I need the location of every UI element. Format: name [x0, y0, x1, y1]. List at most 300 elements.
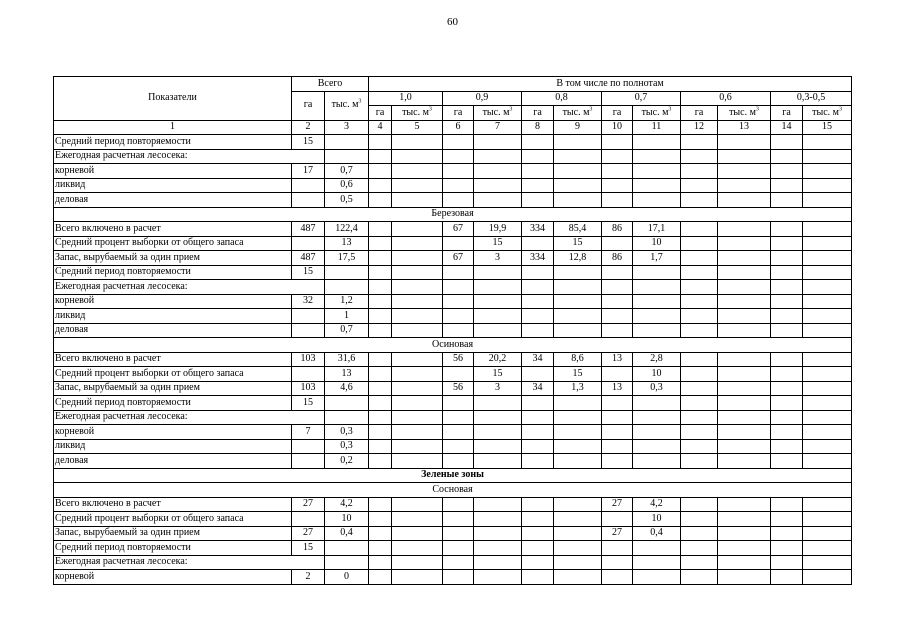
table-cell: 1 — [325, 309, 369, 324]
table-cell — [554, 135, 602, 150]
table-cell — [803, 410, 852, 425]
table-cell — [803, 555, 852, 570]
table-cell — [681, 541, 718, 556]
table-cell: 13 — [325, 367, 369, 382]
table-cell: 13 — [325, 236, 369, 251]
table-cell — [771, 381, 803, 396]
table-cell — [443, 149, 474, 164]
table-cell — [443, 570, 474, 585]
row-label: корневой — [54, 570, 292, 585]
table-cell — [602, 164, 633, 179]
table-cell — [803, 309, 852, 324]
table-row — [54, 541, 852, 556]
table-cell — [443, 555, 474, 570]
section-heading-row — [54, 468, 852, 483]
table-cell — [474, 294, 522, 309]
table-cell — [474, 439, 522, 454]
table-cell — [392, 309, 443, 324]
table-cell — [633, 309, 681, 324]
table-cell — [474, 323, 522, 338]
table-cell — [633, 439, 681, 454]
table-cell — [443, 178, 474, 193]
table-cell — [771, 149, 803, 164]
subheading-row — [54, 280, 852, 295]
table-cell: 32 — [292, 294, 325, 309]
table-cell — [522, 236, 554, 251]
table-cell: 15 — [554, 367, 602, 382]
table-cell — [681, 425, 718, 440]
table-cell — [474, 164, 522, 179]
table-cell: 2,8 — [633, 352, 681, 367]
table-cell: 0,3 — [325, 425, 369, 440]
table-cell — [369, 280, 392, 295]
table-cell: 56 — [443, 352, 474, 367]
table-row — [54, 352, 852, 367]
table-cell — [633, 541, 681, 556]
table-cell — [369, 497, 392, 512]
table-cell: 0,3 — [633, 381, 681, 396]
table-cell — [392, 236, 443, 251]
table-cell — [443, 425, 474, 440]
table-cell — [803, 149, 852, 164]
page-number: 60 — [447, 16, 458, 28]
table-cell: 0,7 — [325, 323, 369, 338]
table-cell — [554, 439, 602, 454]
table-cell — [771, 309, 803, 324]
column-number: 7 — [474, 120, 522, 135]
table-cell — [803, 323, 852, 338]
table-cell — [803, 135, 852, 150]
row-label: ликвид — [54, 439, 292, 454]
table-cell — [369, 396, 392, 411]
table-cell: 86 — [602, 222, 633, 237]
table-cell — [602, 396, 633, 411]
header-total-ha: га — [292, 91, 325, 120]
table-cell — [369, 367, 392, 382]
table-cell — [602, 425, 633, 440]
table-cell — [292, 236, 325, 251]
table-cell — [292, 178, 325, 193]
table-cell — [369, 193, 392, 208]
table-cell — [554, 454, 602, 469]
table-cell — [681, 555, 718, 570]
table-cell: 19,9 — [474, 222, 522, 237]
row-label: Запас, вырубаемый за один прием — [54, 381, 292, 396]
table-cell — [369, 294, 392, 309]
table-cell — [369, 410, 392, 425]
table-cell — [602, 541, 633, 556]
table-cell — [443, 236, 474, 251]
table-cell — [443, 526, 474, 541]
header-completeness: 0,6 — [681, 91, 771, 106]
table-cell — [443, 309, 474, 324]
table-cell — [369, 526, 392, 541]
table-row — [54, 193, 852, 208]
table-cell — [443, 410, 474, 425]
table-cell — [771, 497, 803, 512]
table-cell: 13 — [602, 352, 633, 367]
table-cell — [633, 149, 681, 164]
table-cell — [681, 410, 718, 425]
table-cell — [522, 555, 554, 570]
table-cell: 4,6 — [325, 381, 369, 396]
table-cell — [443, 454, 474, 469]
row-label: Ежегодная расчетная лесосека: — [54, 555, 325, 570]
table-row — [54, 265, 852, 280]
table-cell — [771, 280, 803, 295]
header-completeness: 0,3-0,5 — [771, 91, 852, 106]
row-label: корневой — [54, 294, 292, 309]
table-cell — [803, 178, 852, 193]
table-cell — [474, 193, 522, 208]
row-label: Запас, вырубаемый за один прием — [54, 251, 292, 266]
table-cell — [771, 439, 803, 454]
table-cell — [392, 280, 443, 295]
table-cell — [554, 570, 602, 585]
table-cell: 10 — [325, 512, 369, 527]
row-label: деловая — [54, 454, 292, 469]
table-cell — [292, 323, 325, 338]
table-cell: 15 — [292, 396, 325, 411]
table-row — [54, 294, 852, 309]
table-cell: 10 — [633, 236, 681, 251]
table-cell — [392, 164, 443, 179]
table-cell — [369, 135, 392, 150]
table-cell — [369, 570, 392, 585]
table-cell — [803, 251, 852, 266]
table-row — [54, 309, 852, 324]
table-cell — [602, 323, 633, 338]
table-cell — [681, 149, 718, 164]
header-ha: га — [681, 106, 718, 121]
table-cell — [718, 367, 771, 382]
table-cell — [803, 280, 852, 295]
table-cell — [443, 396, 474, 411]
table-cell — [718, 555, 771, 570]
table-cell — [718, 178, 771, 193]
table-cell — [681, 236, 718, 251]
table-row — [54, 439, 852, 454]
table-cell — [602, 367, 633, 382]
table-cell — [633, 294, 681, 309]
table-row — [54, 323, 852, 338]
table-cell — [681, 497, 718, 512]
column-number: 3 — [325, 120, 369, 135]
table-cell — [522, 135, 554, 150]
table-cell — [522, 280, 554, 295]
table-cell — [633, 265, 681, 280]
column-number: 10 — [602, 120, 633, 135]
table-cell — [633, 425, 681, 440]
table-row — [54, 135, 852, 150]
table-cell: 67 — [443, 222, 474, 237]
table-cell — [602, 410, 633, 425]
table-cell — [803, 512, 852, 527]
table-cell: 56 — [443, 381, 474, 396]
table-cell — [771, 425, 803, 440]
table-cell — [633, 570, 681, 585]
table-cell: 4,2 — [633, 497, 681, 512]
header-completeness: 0,7 — [602, 91, 681, 106]
table-row — [54, 236, 852, 251]
row-label: Средний процент выборки от общего запаса — [54, 512, 292, 527]
row-label: Всего включено в расчет — [54, 352, 292, 367]
table-cell — [522, 164, 554, 179]
header-volume: тыс. $м^3$ — [718, 106, 771, 121]
header-ha: га — [443, 106, 474, 121]
table-cell — [718, 193, 771, 208]
table-cell — [718, 236, 771, 251]
table-cell: 0,5 — [325, 193, 369, 208]
table-cell — [681, 164, 718, 179]
table-cell — [554, 410, 602, 425]
row-label: Средний период повторяемости — [54, 265, 292, 280]
table-cell — [602, 512, 633, 527]
table-cell: 334 — [522, 222, 554, 237]
table-cell — [522, 367, 554, 382]
column-number: 5 — [392, 120, 443, 135]
header-ha: га — [522, 106, 554, 121]
table-cell — [771, 396, 803, 411]
column-number: 13 — [718, 120, 771, 135]
table-cell — [369, 454, 392, 469]
table-cell — [803, 294, 852, 309]
table-cell — [803, 439, 852, 454]
table-cell: 3 — [474, 251, 522, 266]
table-cell — [681, 367, 718, 382]
table-cell — [718, 454, 771, 469]
table-cell — [602, 294, 633, 309]
table-cell — [292, 512, 325, 527]
table-cell — [602, 193, 633, 208]
table-cell — [369, 309, 392, 324]
table-cell: 1,2 — [325, 294, 369, 309]
table-cell — [681, 352, 718, 367]
table-cell — [474, 149, 522, 164]
table-cell: 103 — [292, 381, 325, 396]
table-cell — [292, 367, 325, 382]
table-cell — [325, 555, 369, 570]
table-cell — [771, 367, 803, 382]
table-cell — [718, 164, 771, 179]
header-completeness: 0,9 — [443, 91, 522, 106]
table-cell: 1,7 — [633, 251, 681, 266]
table-cell — [602, 439, 633, 454]
table-cell: 3 — [474, 381, 522, 396]
table-cell — [369, 323, 392, 338]
table-cell — [633, 396, 681, 411]
table-cell — [633, 280, 681, 295]
table-cell: 15 — [292, 135, 325, 150]
subheading-row — [54, 555, 852, 570]
table-cell — [803, 526, 852, 541]
table-cell: 15 — [292, 541, 325, 556]
table-cell — [443, 164, 474, 179]
table-row — [54, 425, 852, 440]
forest-data-table — [53, 76, 852, 585]
row-label: Запас, вырубаемый за один прием — [54, 526, 292, 541]
table-cell — [681, 135, 718, 150]
table-cell — [771, 265, 803, 280]
table-cell — [474, 135, 522, 150]
table-cell — [392, 193, 443, 208]
table-cell — [522, 570, 554, 585]
table-cell — [681, 280, 718, 295]
table-cell — [602, 280, 633, 295]
table-cell — [771, 526, 803, 541]
table-cell — [522, 323, 554, 338]
table-cell — [681, 526, 718, 541]
table-cell — [718, 309, 771, 324]
section-heading: Сосновая — [54, 483, 852, 498]
table-cell — [325, 265, 369, 280]
table-cell — [443, 497, 474, 512]
table-row — [54, 396, 852, 411]
table-cell — [718, 570, 771, 585]
header-by-completeness: В том числе по полнотам — [369, 77, 852, 92]
table-cell — [602, 555, 633, 570]
table-cell — [392, 570, 443, 585]
table-cell: 20,2 — [474, 352, 522, 367]
table-row — [54, 526, 852, 541]
section-heading-row — [54, 338, 852, 353]
table-cell — [369, 512, 392, 527]
table-cell — [718, 135, 771, 150]
table-cell — [771, 222, 803, 237]
table-cell — [554, 396, 602, 411]
table-cell — [392, 526, 443, 541]
table-cell — [474, 512, 522, 527]
table-cell — [554, 541, 602, 556]
table-cell — [681, 323, 718, 338]
table-header — [54, 77, 852, 135]
table-cell — [369, 381, 392, 396]
table-cell — [803, 381, 852, 396]
column-number: 9 — [554, 120, 602, 135]
table-cell — [325, 396, 369, 411]
table-cell — [602, 570, 633, 585]
table-cell — [392, 178, 443, 193]
row-label: Средний период повторяемости — [54, 396, 292, 411]
table-cell — [292, 454, 325, 469]
column-number: 14 — [771, 120, 803, 135]
table-cell — [325, 280, 369, 295]
table-cell — [474, 425, 522, 440]
table-cell — [554, 193, 602, 208]
header-indicators: Показатели — [54, 77, 292, 121]
row-label: корневой — [54, 164, 292, 179]
table-cell — [681, 454, 718, 469]
table-cell — [325, 410, 369, 425]
table-cell — [474, 497, 522, 512]
table-body — [54, 135, 852, 585]
table-cell: 487 — [292, 222, 325, 237]
section-heading: Березовая — [54, 207, 852, 222]
table-cell — [443, 439, 474, 454]
header-ha: га — [602, 106, 633, 121]
table-cell: 15 — [554, 236, 602, 251]
table-cell — [392, 512, 443, 527]
table-cell — [392, 439, 443, 454]
table-cell — [392, 251, 443, 266]
table-cell: 0 — [325, 570, 369, 585]
table-cell: 0,7 — [325, 164, 369, 179]
table-cell — [474, 454, 522, 469]
table-cell — [392, 323, 443, 338]
table-cell — [292, 309, 325, 324]
table-cell — [718, 149, 771, 164]
table-cell: 487 — [292, 251, 325, 266]
table-cell — [771, 251, 803, 266]
table-cell — [718, 425, 771, 440]
column-number: 12 — [681, 120, 718, 135]
table-cell — [522, 410, 554, 425]
table-cell: 103 — [292, 352, 325, 367]
table-cell — [633, 135, 681, 150]
column-number-row — [54, 120, 852, 135]
table-cell — [803, 222, 852, 237]
table-cell — [474, 541, 522, 556]
row-label: Средний процент выборки от общего запаса — [54, 367, 292, 382]
table-cell — [718, 280, 771, 295]
column-number: 6 — [443, 120, 474, 135]
table-cell — [771, 512, 803, 527]
table-cell — [718, 323, 771, 338]
header-completeness: 1,0 — [369, 91, 443, 106]
table-cell — [554, 149, 602, 164]
table-cell — [771, 541, 803, 556]
table-cell — [554, 164, 602, 179]
table-row — [54, 454, 852, 469]
table-cell — [803, 352, 852, 367]
table-cell — [718, 265, 771, 280]
table-row — [54, 251, 852, 266]
table-cell — [522, 512, 554, 527]
table-cell — [522, 454, 554, 469]
table-cell: 15 — [474, 367, 522, 382]
table-cell — [392, 265, 443, 280]
table-cell — [443, 367, 474, 382]
table-cell — [771, 294, 803, 309]
table-cell — [718, 396, 771, 411]
table-cell — [522, 439, 554, 454]
column-number: 4 — [369, 120, 392, 135]
table-cell — [803, 265, 852, 280]
table-cell — [602, 309, 633, 324]
table-cell: 13 — [602, 381, 633, 396]
row-label: Всего включено в расчет — [54, 222, 292, 237]
table-cell — [803, 236, 852, 251]
table-cell — [522, 178, 554, 193]
table-cell: 8,6 — [554, 352, 602, 367]
row-label: деловая — [54, 323, 292, 338]
table-cell — [554, 178, 602, 193]
table-cell — [369, 164, 392, 179]
table-row — [54, 222, 852, 237]
table-cell: 86 — [602, 251, 633, 266]
header-completeness: 0,8 — [522, 91, 602, 106]
row-label: корневой — [54, 425, 292, 440]
header-volume: тыс. $м^3$ — [633, 106, 681, 121]
table-cell: 0,2 — [325, 454, 369, 469]
table-cell — [771, 555, 803, 570]
table-cell — [718, 251, 771, 266]
table-cell — [369, 265, 392, 280]
table-cell — [681, 294, 718, 309]
table-cell — [392, 294, 443, 309]
table-cell — [522, 526, 554, 541]
table-cell: 15 — [474, 236, 522, 251]
